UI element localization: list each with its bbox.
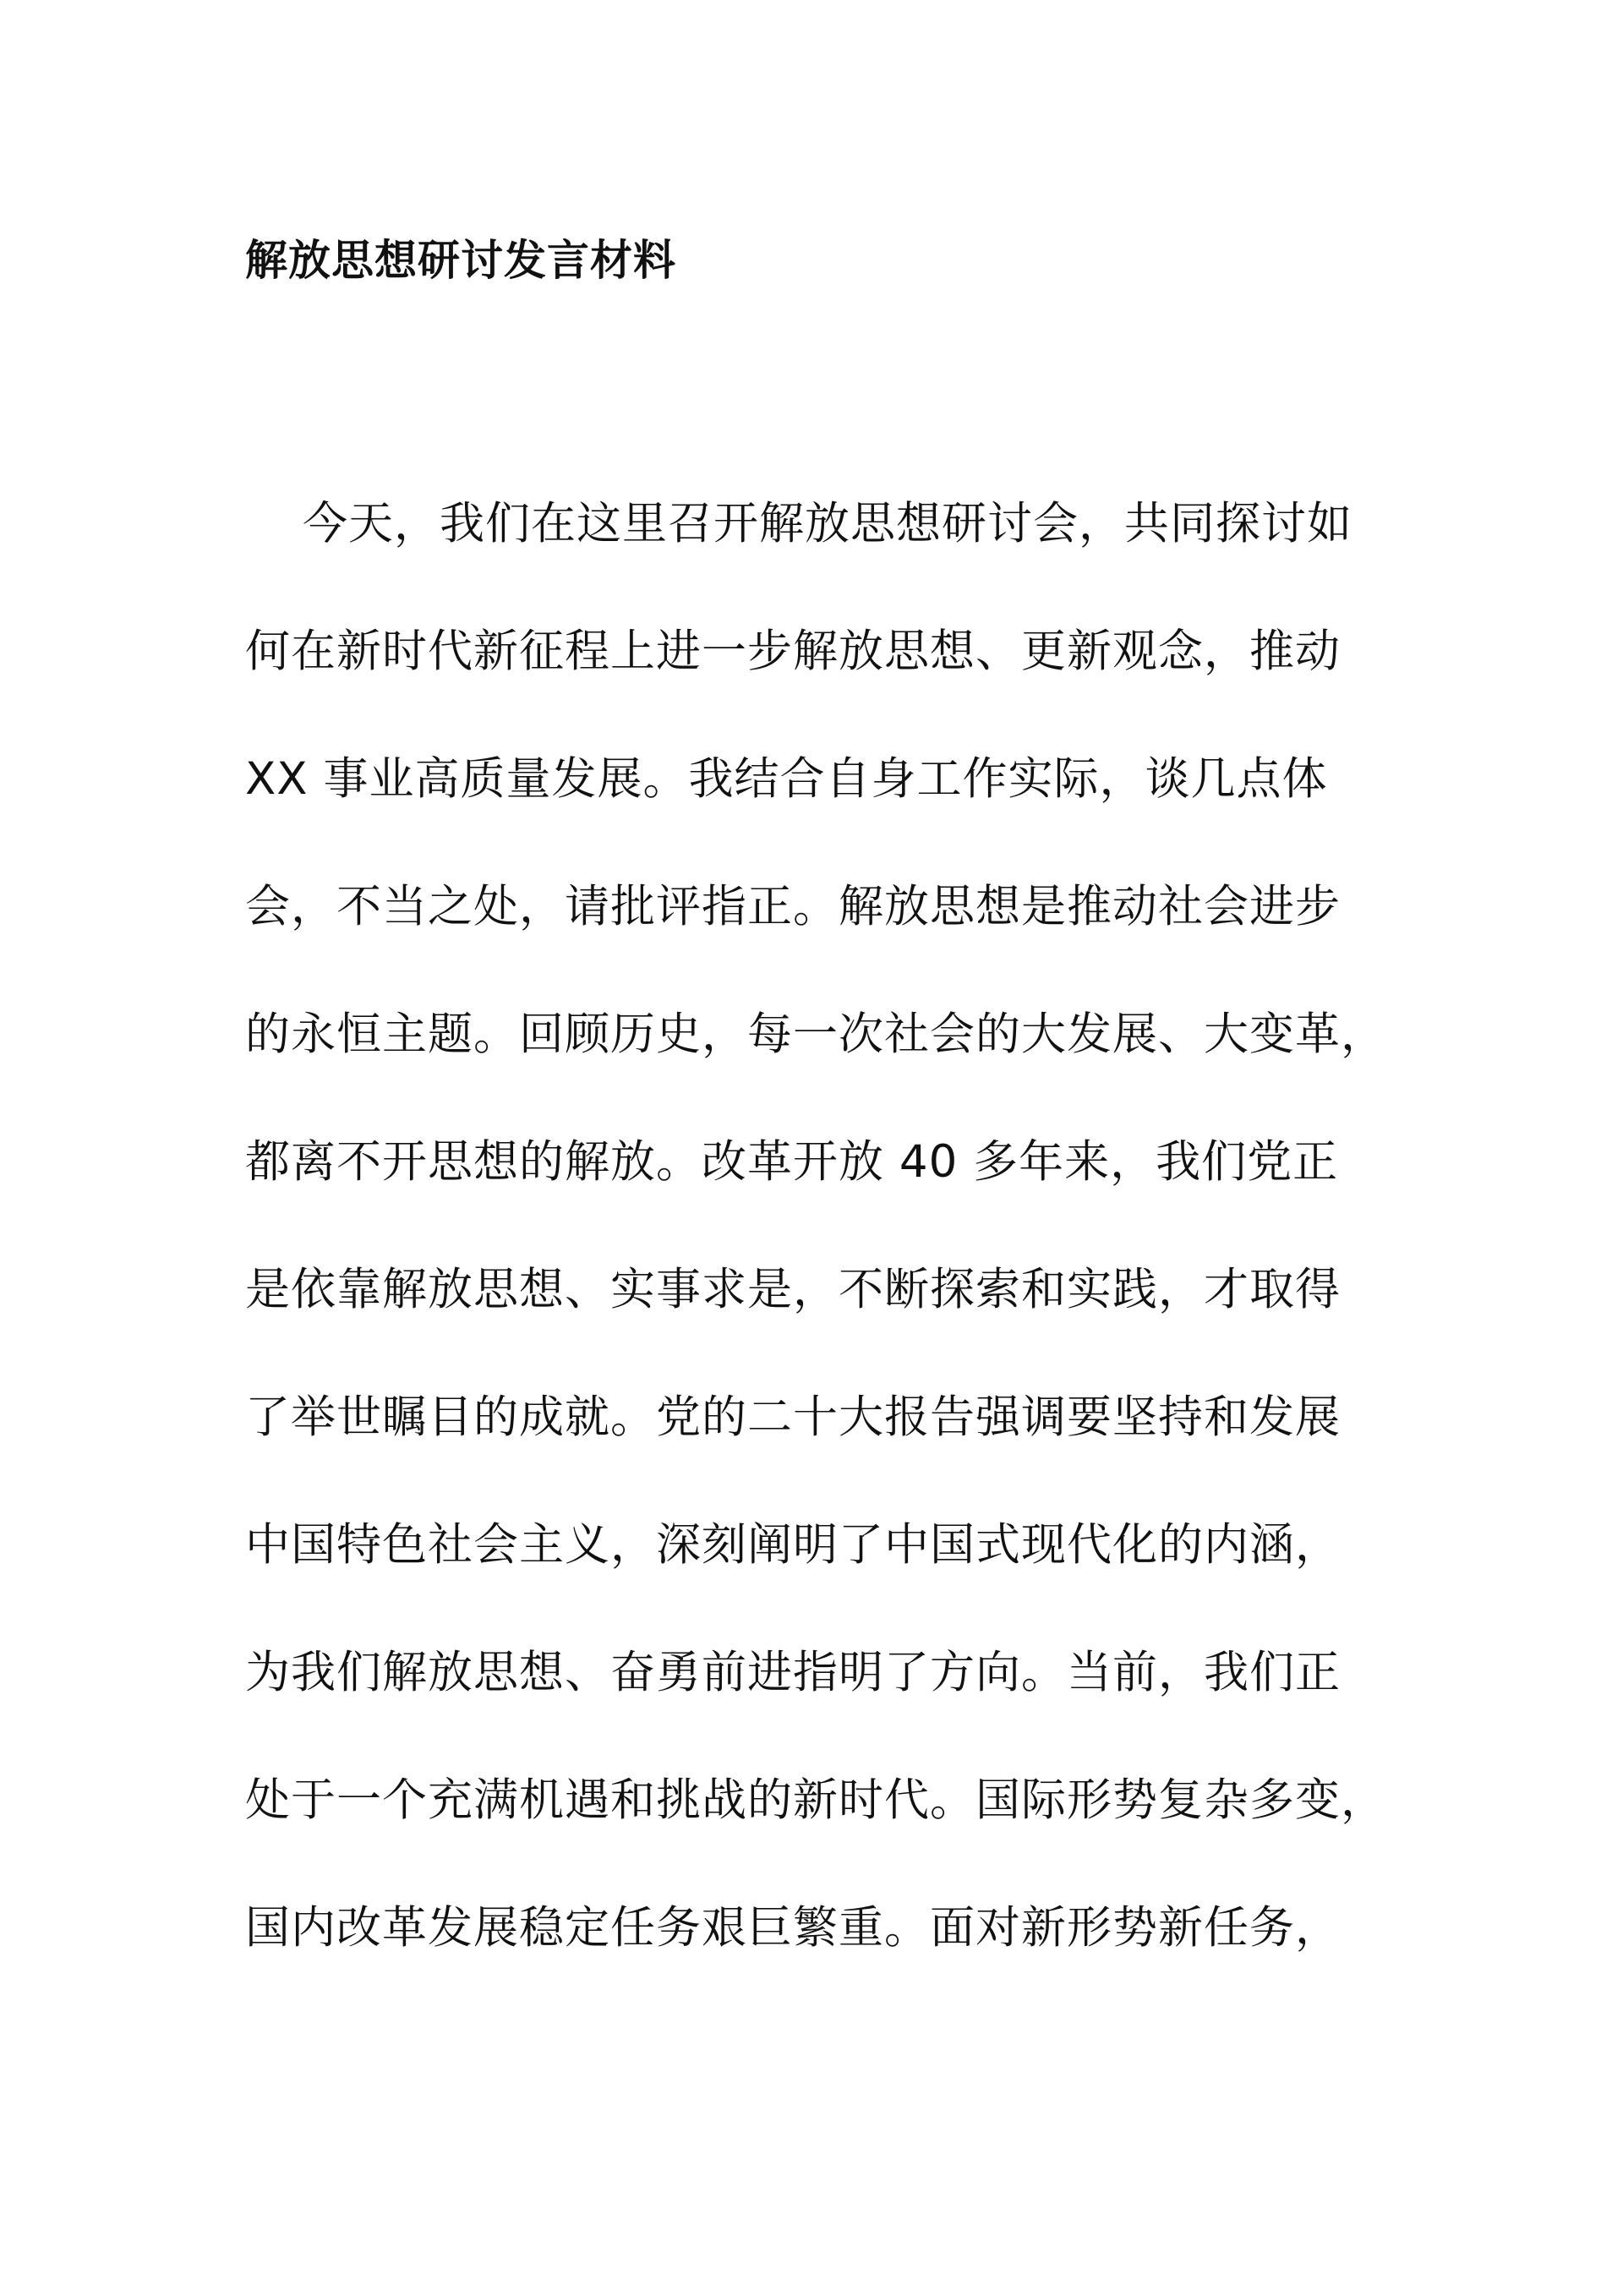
body-line: 了举世瞩目的成就。党的二十大报告强调要坚持和发展 (245, 1391, 1341, 1443)
document-body (245, 486, 1429, 2018)
body-line: XX 事业高质量发展。我结合自身工作实际，谈几点体 (245, 753, 1328, 805)
body-line: 处于一个充满机遇和挑战的新时代。国际形势复杂多变， (245, 1774, 1386, 1826)
body-line: 的永恒主题。回顾历史，每一次社会的大发展、大变革， (245, 1009, 1386, 1060)
body-line: 今天，我们在这里召开解放思想研讨会，共同探讨如 (303, 498, 1352, 549)
body-line: 何在新时代新征程上进一步解放思想、更新观念，推动 (245, 626, 1341, 677)
body-line: 会，不当之处，请批评指正。解放思想是推动社会进步 (245, 881, 1341, 932)
document-title: 解放思想研讨发言材料 (245, 236, 676, 285)
body-line: 中国特色社会主义，深刻阐明了中国式现代化的内涵， (245, 1519, 1341, 1571)
body-line: 是依靠解放思想、实事求是，不断探索和实践，才取得 (245, 1264, 1341, 1315)
body-line: 都离不开思想的解放。改革开放 40 多年来，我们党正 (245, 1136, 1339, 1188)
body-line: 国内改革发展稳定任务艰巨繁重。面对新形势新任务， (245, 1902, 1341, 1954)
body-line: 为我们解放思想、奋勇前进指明了方向。当前，我们正 (245, 1647, 1341, 1698)
